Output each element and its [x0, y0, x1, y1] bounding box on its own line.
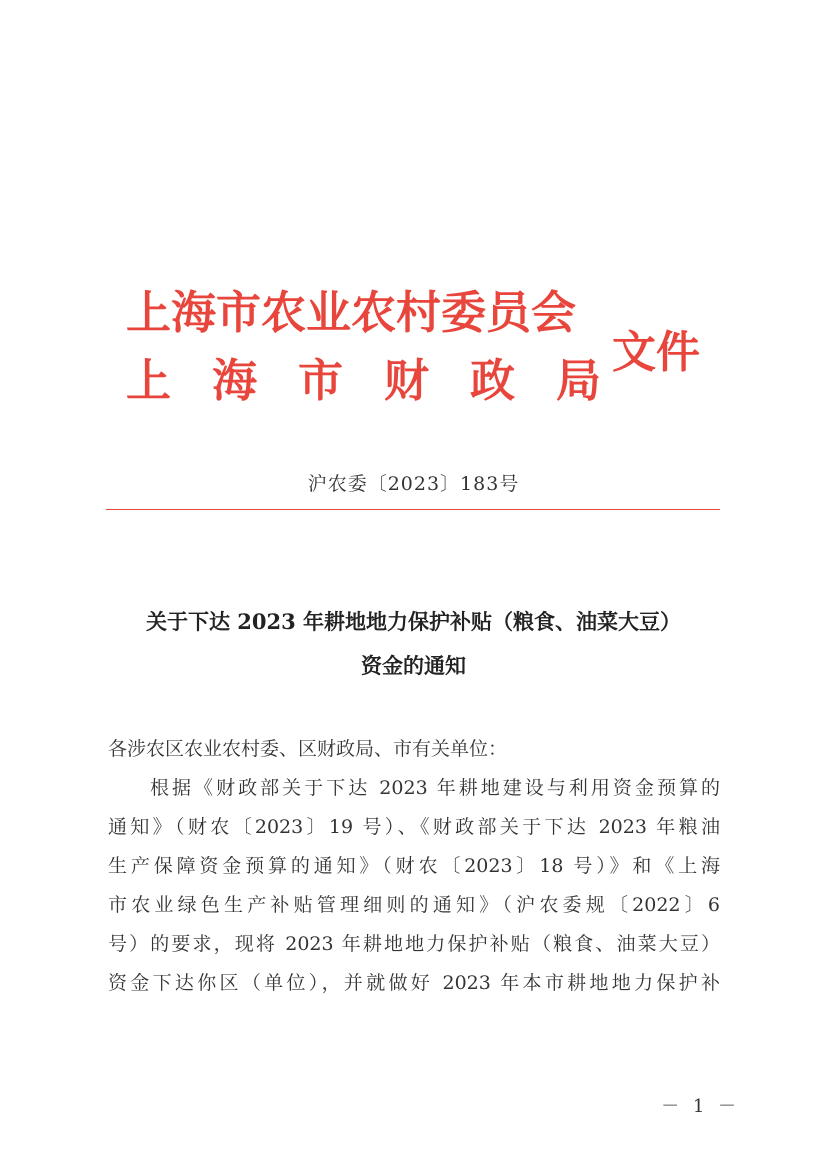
body-line: 生产保障资金预算的通知》（财农〔2023〕18 号）》和《上海	[108, 855, 720, 877]
document-title	[90, 600, 737, 688]
document-body	[108, 730, 720, 1003]
body-line: 资金下达你区（单位），并就做好 2023 年本市耕地地力保护补	[108, 972, 720, 994]
title-line-1: 关于下达 2023 年耕地地力保护补贴（粮食、油菜大豆）	[145, 609, 682, 634]
issuer-finance-bureau: 上海市财政局	[126, 354, 643, 407]
red-header	[126, 280, 726, 410]
body-line: 市农业绿色生产补贴管理细则的通知》（沪农委规〔2022〕6	[108, 894, 720, 916]
document-number: 沪农委〔2023〕183号	[307, 473, 520, 495]
document-type-label: 文件	[612, 327, 700, 378]
body-line: 号）的要求，现将 2023 年耕地地力保护补贴（粮食、油菜大豆）	[108, 933, 720, 955]
body-line: 根据《财政部关于下达 2023 年耕地建设与利用资金预算的	[150, 777, 720, 799]
title-line-2: 资金的通知	[361, 653, 466, 678]
red-divider-line	[106, 509, 720, 510]
page-number: － 1 －	[661, 1096, 740, 1117]
salutation: 各涉农区农业农村委、区财政局、市有关单位：	[108, 738, 508, 760]
issuer-agriculture-committee: 上海市农业农村委员会	[126, 286, 577, 339]
body-line: 通知》（财农〔2023〕19 号）、《财政部关于下达 2023 年粮油	[108, 816, 720, 838]
